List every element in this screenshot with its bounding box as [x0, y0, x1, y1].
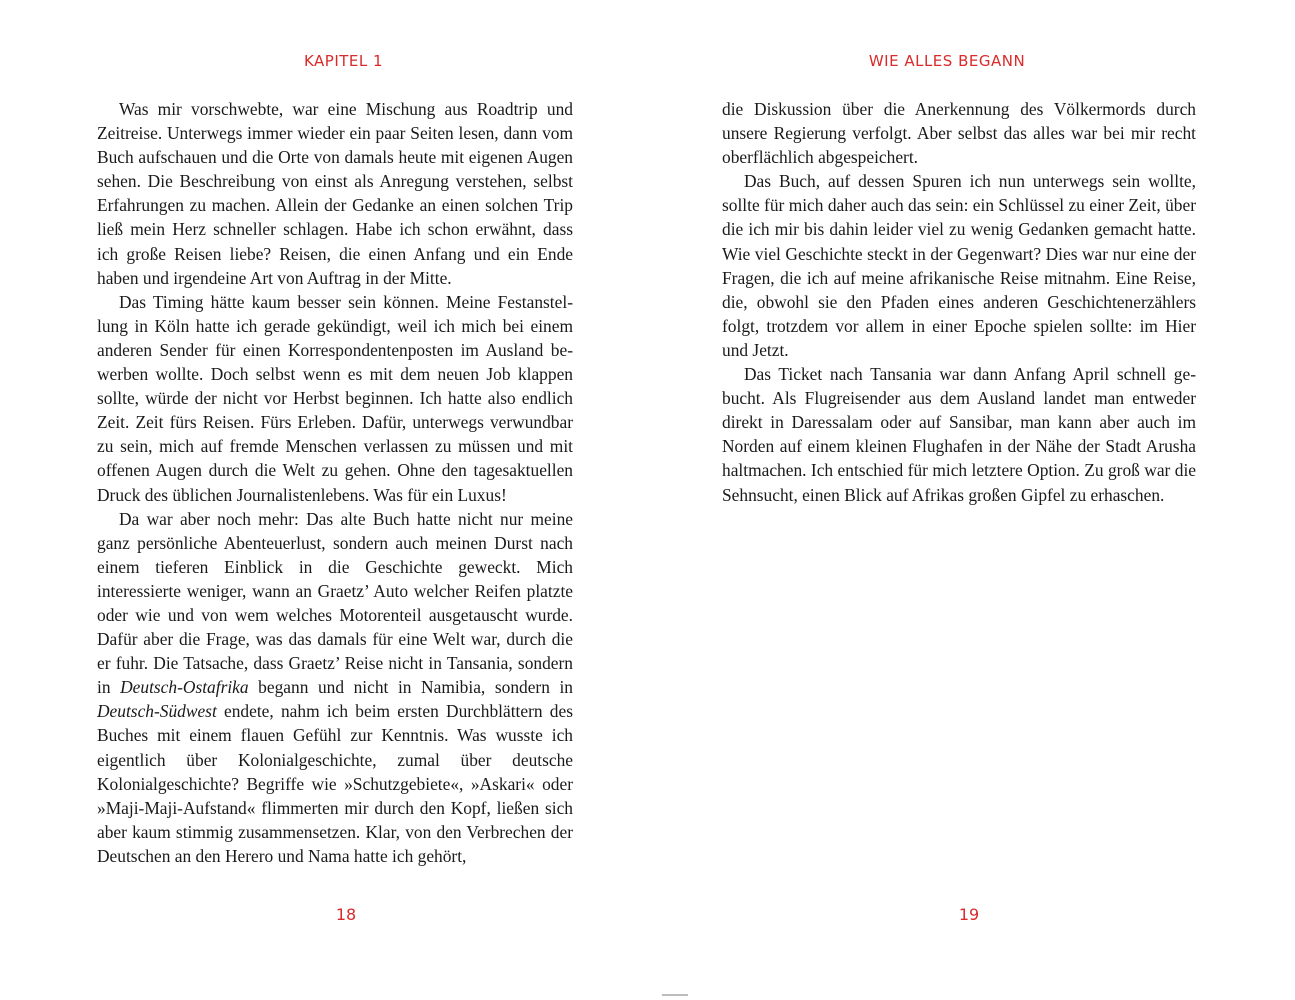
paragraph-3-text-b: begann und nicht in Namibia, sondern in: [248, 677, 574, 698]
running-head-left: KAPITEL 1: [303, 52, 384, 70]
page-number-right: 19: [958, 905, 980, 924]
italic-term-deutsch-ostafrika: Deutsch-Ostafrika: [120, 677, 249, 698]
running-head-right: WIE ALLES BEGANN: [868, 52, 1026, 70]
body-text-left: [97, 97, 573, 868]
paragraph-5: Das Ticket nach Tansania war dann Anfang April schnell gebucht. Als Flugreisender aus dem Ausland landet man entweder direkt in Daressalam oder auf Sansibar, man kann aber auch im Norden auf einem kleinen Flughafen in der Nähe der Stadt Arusha haltmachen. Ich entschied für mich letztere Option. Zu groß war die Sehnsucht, einen Blick auf Afrikas großen Gipfel zu erhaschen.: [722, 364, 1196, 505]
paragraph-1: Was mir vorschwebte, war eine Mischung aus Roadtrip und Zeitreise. Unterwegs immer wieder ein paar Seiten lesen, dann vom Buch aufschauen und die Orte von damals heute mit eigenen Augen sehen. Die Beschreibung von einst als Anregung verstehen, selbst Erfahrungen zu machen. Allein der Gedanke an einen solchen Trip ließ mein Herz schneller schlagen. Habe ich schon erwähnt, dass ich große Reisen liebe? Reisen, die einen Anfang und ein Ende haben und irgendeine Art von Auftrag in der Mitte.: [97, 99, 573, 288]
paragraph-3: [97, 507, 573, 868]
left-page: [0, 0, 647, 1000]
scroll-handle: [662, 994, 688, 996]
page-number-left: 18: [335, 905, 357, 924]
paragraph-continued: die Diskussion über die Anerkennung des Völkermords durch unsere Regierung verfolgt. Aber selbst das alles war bei mir recht oberflächlich abgespeichert.: [722, 99, 1196, 168]
paragraph-2: Das Timing hätte kaum besser sein können. Meine Festanstellung in Köln hatte ich gerade gekündigt, weil ich mich bei einem anderen Sender für einen Korrespondentenposten im Ausland bewerben wollte. Doch selbst wenn es mit dem neuen Job klappen sollte, würde der nicht vor Herbst beginnen. Ich hatte also endlich Zeit. Zeit fürs Reisen. Fürs Erleben. Dafür, unterwegs verwundbar zu sein, mich auf fremde Menschen verlassen zu müssen und mit offenen Augen durch die Welt zu gehen. Ohne den tagesaktuellen Druck des üblichen Journalistenlebens. Was für ein Luxus!: [97, 291, 573, 505]
paragraph-3-text-a: Da war aber noch mehr: Das alte Buch hatte nicht nur meine ganz persönliche Abenteuerlust, sondern auch meinen Durst nach einem tieferen Einblick in die Geschichte geweckt. Mich interessierte weniger, wann an Graetz’ Auto welcher Reifen platzte oder wie und von wem welches Motorenteil ausgetauscht wurde. Dafür aber die Frage, was das damals für eine Welt war, durch die er fuhr. Die Tatsache, dass Graetz’ Reise nicht in Tansania, sondern in: [97, 508, 573, 698]
paragraph-3-text-c: endete, nahm ich beim ersten Durchblättern des Buches mit einem flauen Gefühl zur Kenntnis. Was wusste ich eigentlich über Kolonialgeschichte, zumal über deutsche Kolonialgeschichte? Begriffe wie »Schutzgebiete«, »Askari« oder »Maji-Maji-Aufstand« flimmerten mir durch den Kopf, ließen sich aber kaum stimmig zusammensetzen. Klar, von den Verbrechen der Deutschen an den Herero und Nama hatte ich gehört,: [97, 701, 573, 866]
right-page: [647, 0, 1295, 1000]
paragraph-4: Das Buch, auf dessen Spuren ich nun unterwegs sein wollte, sollte für mich daher auch das sein: ein Schlüssel zu einer Zeit, über die ich mir bis dahin leider viel zu wenig Gedanken gemacht hatte. Wie viel Geschichte steckt in der Gegenwart? Dies war nur eine der Fragen, die ich auf meine afrikanische Reise mitnahm. Eine Reise, die, obwohl sie den Pfaden eines anderen Geschichtenerzählers folgt, trotzdem vor allem in einer Epoche spielen sollte: im Hier und Jetzt.: [722, 171, 1196, 360]
body-text-right: [722, 97, 1196, 507]
italic-term-deutsch-suedwest: Deutsch-Südwest: [97, 701, 217, 722]
